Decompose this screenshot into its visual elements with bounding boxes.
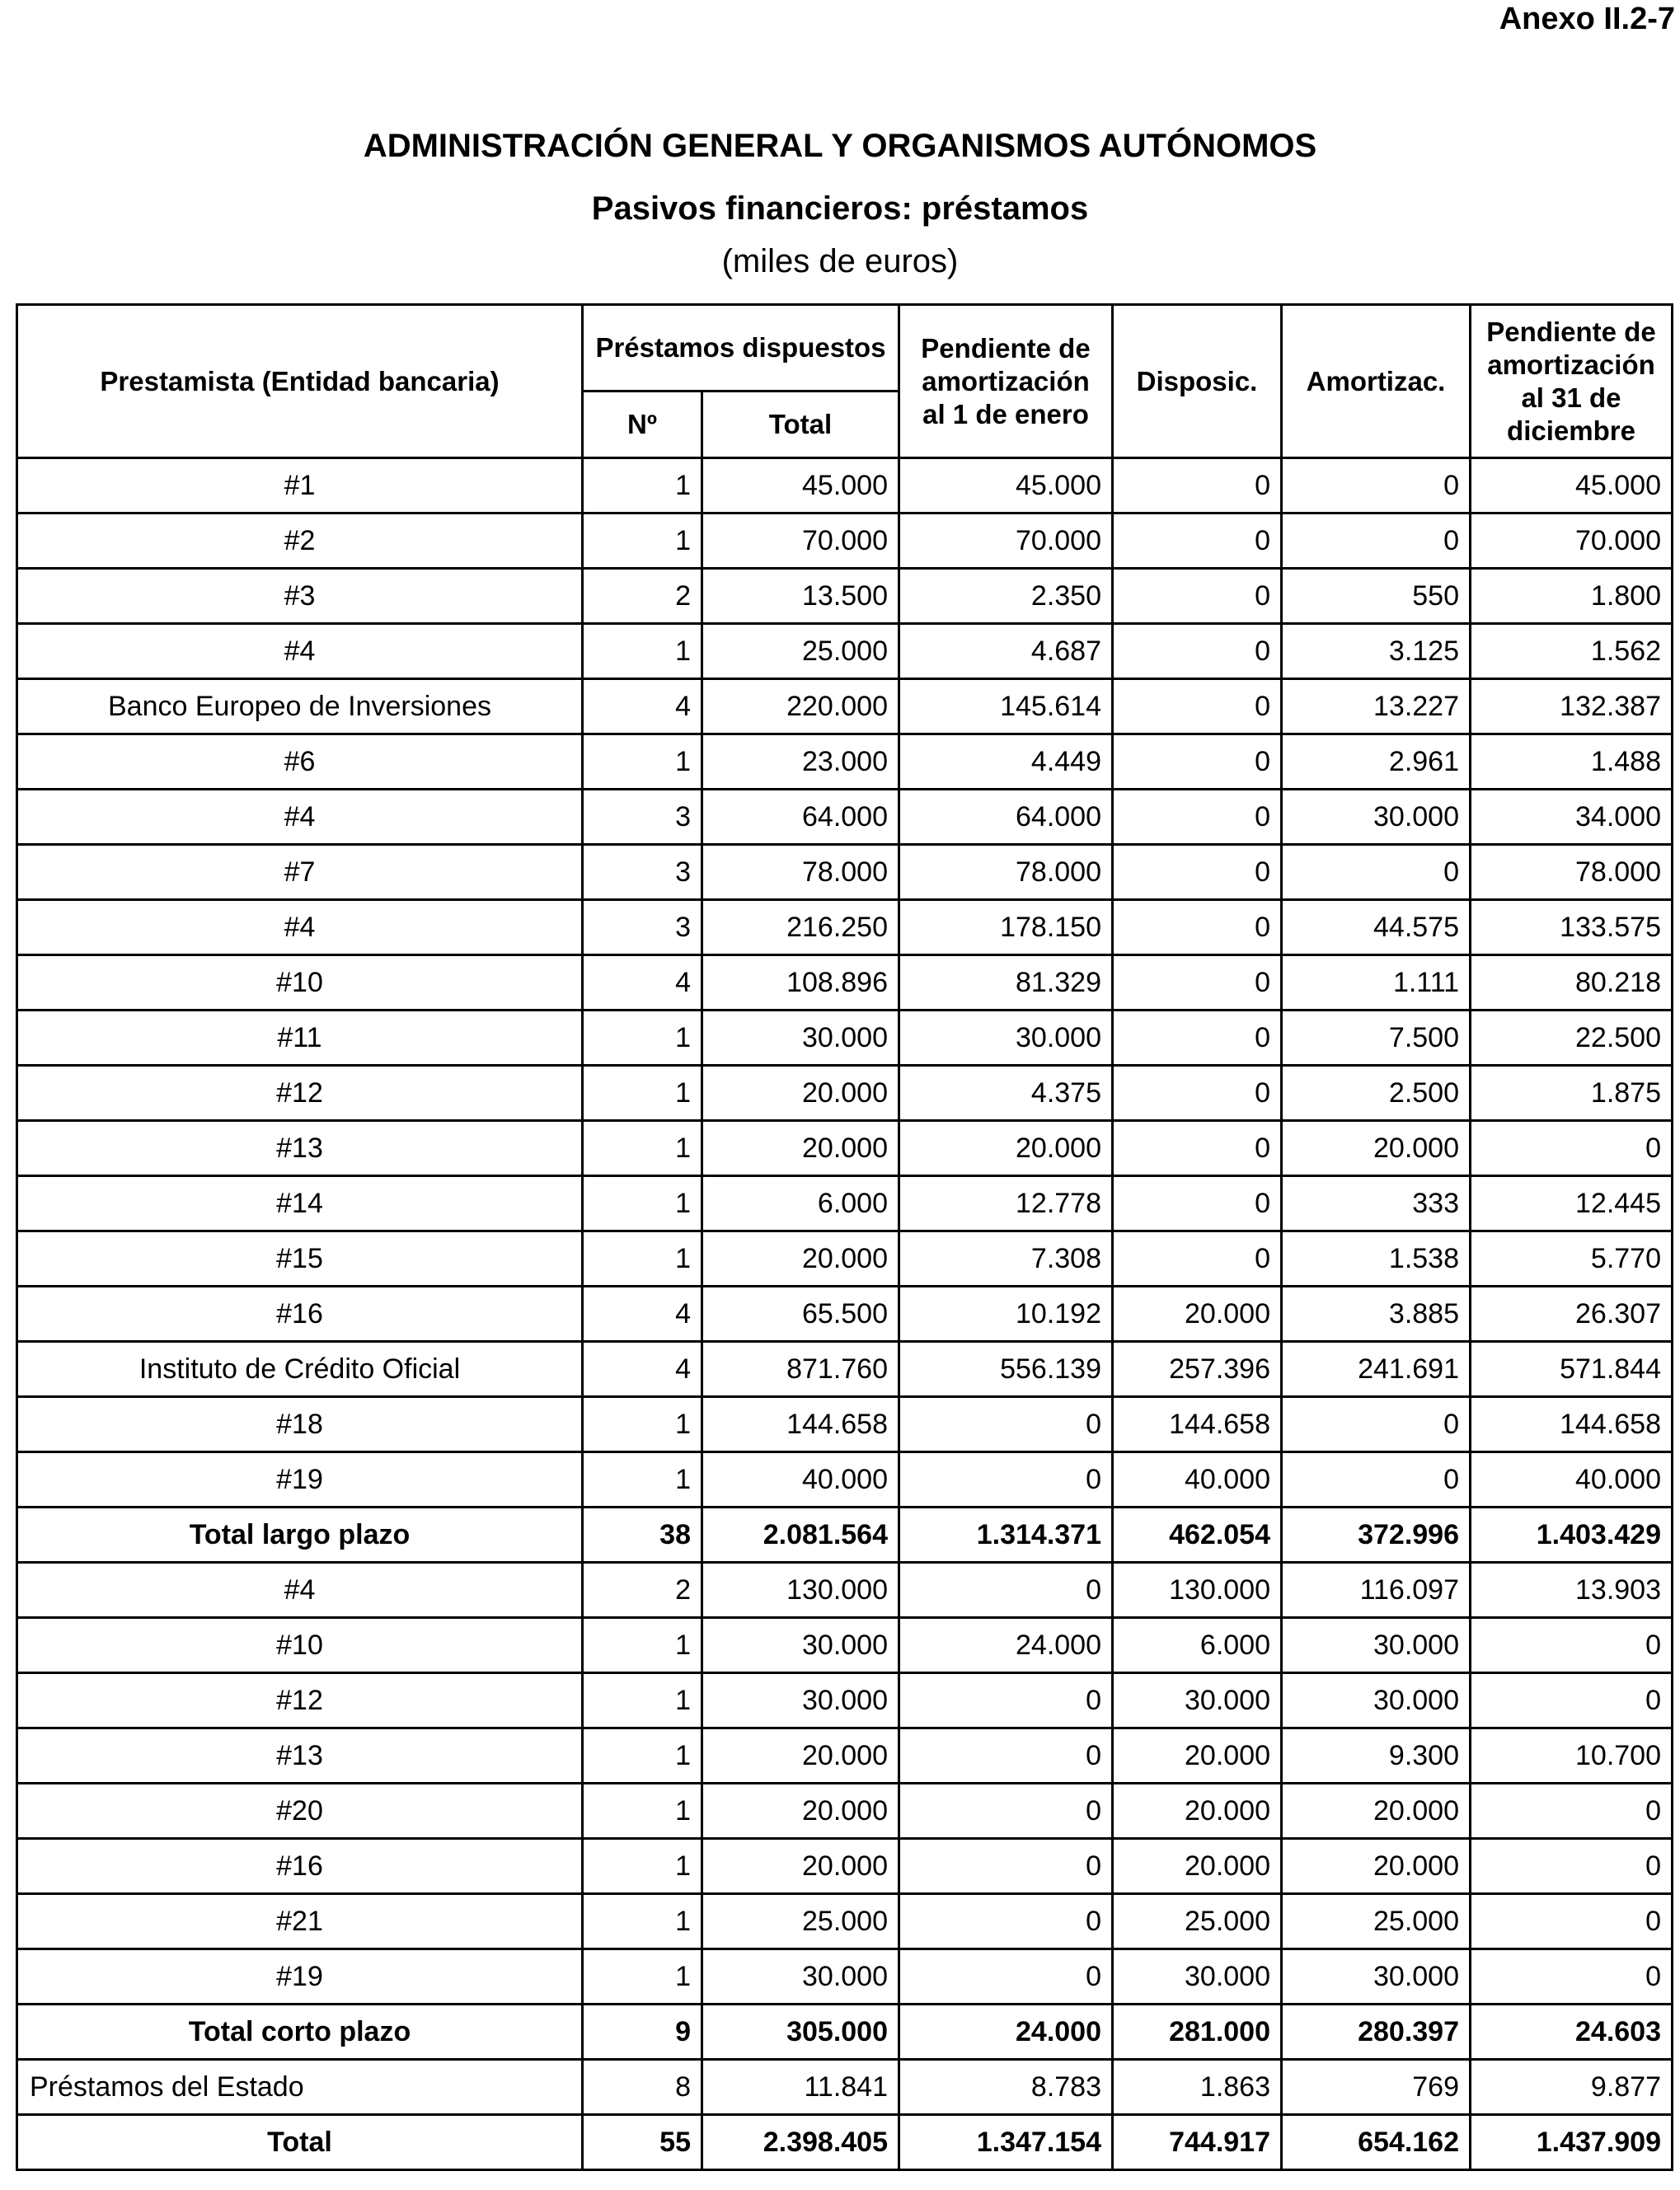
pending-dec-cell: 0: [1471, 1784, 1673, 1839]
repayments-cell: 0: [1282, 458, 1471, 514]
pending-jan-cell: 24.000: [899, 1618, 1113, 1673]
table-row: [17, 1618, 1673, 1673]
disposals-cell: 130.000: [1113, 1563, 1282, 1618]
lender-cell: #14: [17, 1176, 583, 1231]
table-row: [17, 734, 1673, 790]
total-cell: 30.000: [702, 1673, 899, 1728]
table-row: [17, 1231, 1673, 1287]
lender-cell: #16: [17, 1839, 583, 1894]
repayments-cell: 241.691: [1282, 1342, 1471, 1397]
pending-jan-cell: 12.778: [899, 1176, 1113, 1231]
total-cell: 30.000: [702, 1949, 899, 2005]
lender-cell: #12: [17, 1066, 583, 1121]
pending-jan-cell: 4.449: [899, 734, 1113, 790]
lender-cell: #18: [17, 1397, 583, 1452]
total-cell: 20.000: [702, 1839, 899, 1894]
header-drawn-group: Préstamos dispuestos: [583, 305, 899, 392]
repayments-cell: 1.538: [1282, 1231, 1471, 1287]
total-cell: 40.000: [702, 1452, 899, 1508]
header-drawn-count: Nº: [583, 392, 702, 458]
count-cell: 1: [583, 1231, 702, 1287]
total-row: [17, 2115, 1673, 2170]
pending-dec-cell: 22.500: [1471, 1011, 1673, 1066]
total-cell: 305.000: [702, 2005, 899, 2060]
repayments-cell: 116.097: [1282, 1563, 1471, 1618]
table-row: [17, 1784, 1673, 1839]
repayments-cell: 30.000: [1282, 1673, 1471, 1728]
pending-dec-cell: 9.877: [1471, 2060, 1673, 2115]
lender-cell: #10: [17, 1618, 583, 1673]
lender-cell: #19: [17, 1949, 583, 2005]
count-cell: 1: [583, 1673, 702, 1728]
disposals-cell: 0: [1113, 1011, 1282, 1066]
pending-jan-cell: 178.150: [899, 900, 1113, 955]
pending-dec-cell: 80.218: [1471, 955, 1673, 1011]
header-pending-jan: Pendiente de amortización al 1 de enero: [899, 305, 1113, 458]
lender-cell: #20: [17, 1784, 583, 1839]
repayments-cell: 9.300: [1282, 1728, 1471, 1784]
disposals-cell: 0: [1113, 845, 1282, 900]
table-row: [17, 1011, 1673, 1066]
header-disposals: Disposic.: [1113, 305, 1282, 458]
table-row: [17, 1673, 1673, 1728]
pending-dec-cell: 1.562: [1471, 624, 1673, 679]
repayments-cell: 0: [1282, 1397, 1471, 1452]
table-row: [17, 1839, 1673, 1894]
disposals-cell: 0: [1113, 955, 1282, 1011]
lender-cell: #4: [17, 1563, 583, 1618]
repayments-cell: 7.500: [1282, 1011, 1471, 1066]
table-row: [17, 1894, 1673, 1949]
pending-jan-cell: 556.139: [899, 1342, 1113, 1397]
lender-cell: Total corto plazo: [17, 2005, 583, 2060]
table-body: [17, 458, 1673, 2170]
pending-dec-cell: 0: [1471, 1894, 1673, 1949]
lender-cell: #21: [17, 1894, 583, 1949]
disposals-cell: 20.000: [1113, 1287, 1282, 1342]
pending-dec-cell: 0: [1471, 1618, 1673, 1673]
pending-dec-cell: 132.387: [1471, 679, 1673, 734]
table-row: [17, 1287, 1673, 1342]
total-cell: 6.000: [702, 1176, 899, 1231]
lender-cell: #12: [17, 1673, 583, 1728]
table-row: [17, 514, 1673, 569]
lender-cell: #4: [17, 790, 583, 845]
table-row: [17, 1949, 1673, 2005]
repayments-cell: 372.996: [1282, 1508, 1471, 1563]
disposals-cell: 281.000: [1113, 2005, 1282, 2060]
pending-dec-cell: 1.800: [1471, 569, 1673, 624]
repayments-cell: 2.500: [1282, 1066, 1471, 1121]
table-row: [17, 1563, 1673, 1618]
disposals-cell: 30.000: [1113, 1949, 1282, 2005]
pending-dec-cell: 0: [1471, 1949, 1673, 2005]
total-cell: 216.250: [702, 900, 899, 955]
pending-dec-cell: 10.700: [1471, 1728, 1673, 1784]
count-cell: 2: [583, 1563, 702, 1618]
lender-cell: #19: [17, 1452, 583, 1508]
pending-jan-cell: 0: [899, 1397, 1113, 1452]
repayments-cell: 3.125: [1282, 624, 1471, 679]
disposals-cell: 0: [1113, 679, 1282, 734]
pending-jan-cell: 10.192: [899, 1287, 1113, 1342]
document-title: ADMINISTRACIÓN GENERAL Y ORGANISMOS AUTÓNOMOS: [363, 128, 1317, 164]
count-cell: 1: [583, 1839, 702, 1894]
count-cell: 1: [583, 1618, 702, 1673]
total-cell: 25.000: [702, 624, 899, 679]
total-row: [17, 2005, 1673, 2060]
count-cell: 3: [583, 900, 702, 955]
repayments-cell: 3.885: [1282, 1287, 1471, 1342]
total-cell: 220.000: [702, 679, 899, 734]
lender-cell: #13: [17, 1121, 583, 1176]
lender-cell: #10: [17, 955, 583, 1011]
count-cell: 3: [583, 790, 702, 845]
table-row: [17, 1397, 1673, 1452]
count-cell: 55: [583, 2115, 702, 2170]
repayments-cell: 2.961: [1282, 734, 1471, 790]
count-cell: 1: [583, 734, 702, 790]
count-cell: 4: [583, 955, 702, 1011]
pending-dec-cell: 1.403.429: [1471, 1508, 1673, 1563]
pending-jan-cell: 70.000: [899, 514, 1113, 569]
table-row: [17, 458, 1673, 514]
lender-cell: #2: [17, 514, 583, 569]
pending-dec-cell: 12.445: [1471, 1176, 1673, 1231]
disposals-cell: 30.000: [1113, 1673, 1282, 1728]
pending-dec-cell: 40.000: [1471, 1452, 1673, 1508]
disposals-cell: 1.863: [1113, 2060, 1282, 2115]
total-cell: 20.000: [702, 1066, 899, 1121]
repayments-cell: 30.000: [1282, 1949, 1471, 2005]
total-cell: 70.000: [702, 514, 899, 569]
pending-dec-cell: 144.658: [1471, 1397, 1673, 1452]
total-cell: 20.000: [702, 1784, 899, 1839]
pending-dec-cell: 1.437.909: [1471, 2115, 1673, 2170]
disposals-cell: 20.000: [1113, 1839, 1282, 1894]
disposals-cell: 744.917: [1113, 2115, 1282, 2170]
disposals-cell: 40.000: [1113, 1452, 1282, 1508]
pending-jan-cell: 0: [899, 1673, 1113, 1728]
table-row: [17, 2060, 1673, 2115]
pending-dec-cell: 0: [1471, 1839, 1673, 1894]
pending-jan-cell: 1.314.371: [899, 1508, 1113, 1563]
count-cell: 1: [583, 1397, 702, 1452]
total-cell: 20.000: [702, 1121, 899, 1176]
repayments-cell: 0: [1282, 845, 1471, 900]
repayments-cell: 20.000: [1282, 1839, 1471, 1894]
document-subtitle: Pasivos financieros: préstamos: [591, 190, 1089, 227]
table-row: [17, 955, 1673, 1011]
total-cell: 30.000: [702, 1618, 899, 1673]
disposals-cell: 0: [1113, 514, 1282, 569]
lender-cell: #7: [17, 845, 583, 900]
pending-jan-cell: 20.000: [899, 1121, 1113, 1176]
lender-cell: #1: [17, 458, 583, 514]
lender-cell: Préstamos del Estado: [17, 2060, 583, 2115]
total-cell: 11.841: [702, 2060, 899, 2115]
count-cell: 4: [583, 1287, 702, 1342]
header-drawn-total: Total: [702, 392, 899, 458]
pending-dec-cell: 1.488: [1471, 734, 1673, 790]
repayments-cell: 0: [1282, 1452, 1471, 1508]
table-row: [17, 624, 1673, 679]
disposals-cell: 25.000: [1113, 1894, 1282, 1949]
pending-jan-cell: 0: [899, 1728, 1113, 1784]
count-cell: 1: [583, 1784, 702, 1839]
lender-cell: #13: [17, 1728, 583, 1784]
disposals-cell: 20.000: [1113, 1728, 1282, 1784]
table-row: [17, 900, 1673, 955]
total-cell: 65.500: [702, 1287, 899, 1342]
total-cell: 108.896: [702, 955, 899, 1011]
count-cell: 4: [583, 1342, 702, 1397]
repayments-cell: 30.000: [1282, 1618, 1471, 1673]
count-cell: 9: [583, 2005, 702, 2060]
repayments-cell: 769: [1282, 2060, 1471, 2115]
pending-dec-cell: 13.903: [1471, 1563, 1673, 1618]
table-row: [17, 1121, 1673, 1176]
repayments-cell: 0: [1282, 514, 1471, 569]
count-cell: 1: [583, 458, 702, 514]
table-row: [17, 679, 1673, 734]
disposals-cell: 0: [1113, 458, 1282, 514]
total-cell: 144.658: [702, 1397, 899, 1452]
total-cell: 20.000: [702, 1231, 899, 1287]
count-cell: 8: [583, 2060, 702, 2115]
disposals-cell: 6.000: [1113, 1618, 1282, 1673]
lender-cell: #4: [17, 900, 583, 955]
pending-dec-cell: 5.770: [1471, 1231, 1673, 1287]
table-row: [17, 790, 1673, 845]
pending-jan-cell: 0: [899, 1784, 1113, 1839]
disposals-cell: 0: [1113, 569, 1282, 624]
pending-jan-cell: 0: [899, 1452, 1113, 1508]
count-cell: 1: [583, 1728, 702, 1784]
pending-dec-cell: 133.575: [1471, 900, 1673, 955]
total-cell: 25.000: [702, 1894, 899, 1949]
pending-jan-cell: 7.308: [899, 1231, 1113, 1287]
repayments-cell: 550: [1282, 569, 1471, 624]
pending-dec-cell: 34.000: [1471, 790, 1673, 845]
disposals-cell: 0: [1113, 790, 1282, 845]
pending-dec-cell: 70.000: [1471, 514, 1673, 569]
header-lender: Prestamista (Entidad bancaria): [17, 305, 583, 458]
pending-dec-cell: 45.000: [1471, 458, 1673, 514]
pending-jan-cell: 0: [899, 1894, 1113, 1949]
count-cell: 1: [583, 1176, 702, 1231]
disposals-cell: 144.658: [1113, 1397, 1282, 1452]
count-cell: 1: [583, 1066, 702, 1121]
header-pending-dec: Pendiente de amortización al 31 de diciembre: [1471, 305, 1673, 458]
table-row: [17, 1176, 1673, 1231]
pending-dec-cell: 26.307: [1471, 1287, 1673, 1342]
loans-table: [16, 303, 1673, 2171]
header-repayments: Amortizac.: [1282, 305, 1471, 458]
total-cell: 130.000: [702, 1563, 899, 1618]
repayments-cell: 280.397: [1282, 2005, 1471, 2060]
pending-jan-cell: 1.347.154: [899, 2115, 1113, 2170]
table-row: [17, 569, 1673, 624]
total-cell: 2.398.405: [702, 2115, 899, 2170]
pending-dec-cell: 0: [1471, 1121, 1673, 1176]
pending-jan-cell: 8.783: [899, 2060, 1113, 2115]
table-row: [17, 1452, 1673, 1508]
lender-cell: #4: [17, 624, 583, 679]
repayments-cell: 30.000: [1282, 790, 1471, 845]
disposals-cell: 20.000: [1113, 1784, 1282, 1839]
pending-jan-cell: 78.000: [899, 845, 1113, 900]
total-cell: 64.000: [702, 790, 899, 845]
lender-cell: Banco Europeo de Inversiones: [17, 679, 583, 734]
total-cell: 13.500: [702, 569, 899, 624]
count-cell: 1: [583, 1949, 702, 2005]
pending-dec-cell: 1.875: [1471, 1066, 1673, 1121]
pending-jan-cell: 24.000: [899, 2005, 1113, 2060]
lender-cell: #11: [17, 1011, 583, 1066]
pending-jan-cell: 2.350: [899, 569, 1113, 624]
disposals-cell: 0: [1113, 1231, 1282, 1287]
repayments-cell: 44.575: [1282, 900, 1471, 955]
lender-cell: Total: [17, 2115, 583, 2170]
units-note: (miles de euros): [721, 243, 959, 279]
total-cell: 78.000: [702, 845, 899, 900]
pending-jan-cell: 30.000: [899, 1011, 1113, 1066]
disposals-cell: 0: [1113, 1121, 1282, 1176]
total-cell: 20.000: [702, 1728, 899, 1784]
pending-jan-cell: 4.687: [899, 624, 1113, 679]
lender-cell: #16: [17, 1287, 583, 1342]
repayments-cell: 20.000: [1282, 1121, 1471, 1176]
repayments-cell: 25.000: [1282, 1894, 1471, 1949]
lender-cell: #15: [17, 1231, 583, 1287]
repayments-cell: 1.111: [1282, 955, 1471, 1011]
disposals-cell: 462.054: [1113, 1508, 1282, 1563]
repayments-cell: 654.162: [1282, 2115, 1471, 2170]
pending-dec-cell: 78.000: [1471, 845, 1673, 900]
disposals-cell: 257.396: [1113, 1342, 1282, 1397]
repayments-cell: 13.227: [1282, 679, 1471, 734]
count-cell: 1: [583, 1121, 702, 1176]
repayments-cell: 333: [1282, 1176, 1471, 1231]
count-cell: 4: [583, 679, 702, 734]
lender-cell: Total largo plazo: [17, 1508, 583, 1563]
count-cell: 1: [583, 624, 702, 679]
total-cell: 45.000: [702, 458, 899, 514]
table-row: [17, 1728, 1673, 1784]
pending-jan-cell: 4.375: [899, 1066, 1113, 1121]
count-cell: 1: [583, 514, 702, 569]
pending-dec-cell: 571.844: [1471, 1342, 1673, 1397]
pending-jan-cell: 145.614: [899, 679, 1113, 734]
disposals-cell: 0: [1113, 734, 1282, 790]
pending-jan-cell: 0: [899, 1839, 1113, 1894]
lender-cell: #3: [17, 569, 583, 624]
pending-jan-cell: 81.329: [899, 955, 1113, 1011]
pending-jan-cell: 64.000: [899, 790, 1113, 845]
disposals-cell: 0: [1113, 900, 1282, 955]
table-row: [17, 845, 1673, 900]
disposals-cell: 0: [1113, 624, 1282, 679]
disposals-cell: 0: [1113, 1176, 1282, 1231]
count-cell: 2: [583, 569, 702, 624]
count-cell: 3: [583, 845, 702, 900]
repayments-cell: 20.000: [1282, 1784, 1471, 1839]
table-header: [17, 305, 1673, 458]
annex-label: Anexo II.2-7: [1499, 2, 1675, 36]
pending-jan-cell: 45.000: [899, 458, 1113, 514]
lender-cell: #6: [17, 734, 583, 790]
table-row: [17, 1066, 1673, 1121]
count-cell: 1: [583, 1894, 702, 1949]
total-cell: 871.760: [702, 1342, 899, 1397]
lender-cell: Instituto de Crédito Oficial: [17, 1342, 583, 1397]
count-cell: 38: [583, 1508, 702, 1563]
count-cell: 1: [583, 1452, 702, 1508]
pending-jan-cell: 0: [899, 1563, 1113, 1618]
disposals-cell: 0: [1113, 1066, 1282, 1121]
total-row: [17, 1508, 1673, 1563]
pending-dec-cell: 0: [1471, 1673, 1673, 1728]
count-cell: 1: [583, 1011, 702, 1066]
total-cell: 23.000: [702, 734, 899, 790]
pending-dec-cell: 24.603: [1471, 2005, 1673, 2060]
table-row: [17, 1342, 1673, 1397]
pending-jan-cell: 0: [899, 1949, 1113, 2005]
total-cell: 2.081.564: [702, 1508, 899, 1563]
total-cell: 30.000: [702, 1011, 899, 1066]
